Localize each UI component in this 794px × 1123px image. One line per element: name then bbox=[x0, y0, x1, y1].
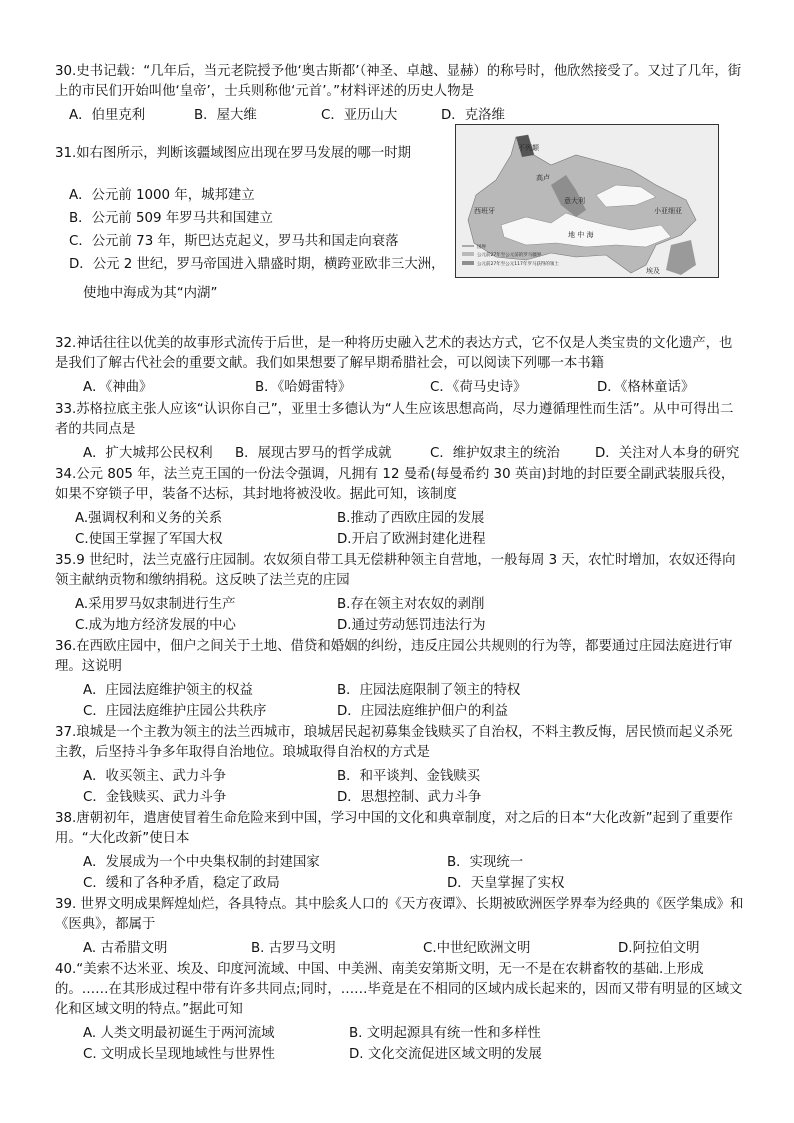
option-c: C．《荷马史诗》 bbox=[430, 380, 527, 395]
option-a: A.强调权利和义务的关系 bbox=[75, 511, 223, 526]
map-label-italy: 意大利 bbox=[564, 197, 585, 205]
option-c: C.成为地方经济发展的中心 bbox=[75, 618, 236, 633]
question-31-stem: 31.如右图所示，判断该疆域图应出现在罗马发展的哪一时期 bbox=[55, 146, 412, 161]
map-label-egypt: 埃及 bbox=[646, 267, 660, 275]
option-a: A. 人类文明最初诞生于两河流域 bbox=[83, 1026, 275, 1041]
question-38 bbox=[55, 809, 745, 894]
question-32 bbox=[55, 334, 745, 398]
question-31 bbox=[55, 134, 745, 328]
question-37 bbox=[55, 723, 745, 808]
question-31-options bbox=[55, 185, 449, 304]
question-40 bbox=[55, 960, 745, 1065]
option-c: C.中世纪欧洲文明 bbox=[423, 941, 531, 956]
question-32-stem: 32.神话往往以优美的故事形式流传于后世，是一种将历史融入艺术的表达方式，它不仅是人类宝贵的文化遗产，也是我们了解古代社会的重要文献。我们如果想要了解早期希腊社会，可以阅读下列哪一本书籍 bbox=[55, 336, 733, 371]
option-a: A．《神曲》 bbox=[83, 380, 153, 395]
question-38-options bbox=[55, 852, 745, 894]
option-a: A.采用罗马奴隶制进行生产 bbox=[75, 597, 236, 612]
option-c: C．金钱赎买、武力斗争 bbox=[83, 790, 227, 805]
question-40-stem: 40.“美索不达米亚、埃及、印度河流域、中国、中美洲、南美安第斯文明，无一不是在农耕畜牧的基础.上形成的。……在其形成过程中带有许多共同点;同时，……毕竟是在不相同的区域内成长起来的，因而又带有明显的区域文化和区域文明的特点。”据此可知 bbox=[55, 962, 743, 1017]
map-graphic bbox=[456, 125, 718, 277]
map-label-gaul: 高卢 bbox=[536, 174, 550, 182]
option-b: B. 古罗马文明 bbox=[251, 941, 336, 956]
option-d: D．《格林童话》 bbox=[597, 380, 695, 395]
option-b: B．实现统一 bbox=[447, 855, 524, 870]
question-33-stem: 33.苏格拉底主张人应该“认识你自己”，亚里士多德认为“人生应该思想高尚，尽力遵循理性而生活”。从中可得出二者的共同点是 bbox=[55, 402, 734, 437]
option-a: A．收买领主、武力斗争 bbox=[83, 769, 227, 784]
question-30-stem: 30.史书记载：“几年后，当元老院授予他‘奥古斯都’（神圣、卓越、显赫）的称号时，他欣然接受了。又过了几年，街上的市民们开始叫他‘皇帝’，士兵则称他‘元首’。”材料评述的历史人物是 bbox=[55, 64, 742, 99]
question-33 bbox=[55, 400, 745, 464]
option-b: B.存在领主对农奴的剥削 bbox=[337, 597, 485, 612]
option-d: D.阿拉伯文明 bbox=[618, 941, 700, 956]
option-c: C.使国王掌握了军国大权 bbox=[75, 532, 223, 547]
map-label-mediterranean: 地 中 海 bbox=[568, 231, 594, 239]
map-label-britain: 不列颠 bbox=[518, 144, 539, 152]
option-d: D．思想控制、武力斗争 bbox=[337, 790, 482, 805]
question-30-options bbox=[55, 105, 745, 126]
question-32-options bbox=[55, 377, 745, 398]
option-a: A. 古希腊文明 bbox=[83, 941, 168, 956]
option-d: D．克洛维 bbox=[441, 108, 505, 123]
option-b: B.推动了西欧庄园的发展 bbox=[337, 511, 485, 526]
map-label-asia-minor: 小亚细亚 bbox=[654, 207, 682, 215]
legend-early: 公元前27年至公元前的罗马疆界 bbox=[477, 253, 542, 258]
option-d-continued: 使地中海成为其“内湖” bbox=[83, 286, 218, 301]
question-36-options bbox=[55, 680, 745, 722]
question-39-stem: 39. 世界文明成果辉煌灿烂，各具特点。其中脍炙人口的《天方夜谭》、长期被欧洲医学界奉为经典的《医学集成》和《医典》，都属于 bbox=[55, 897, 744, 932]
question-38-stem: 38.唐朝初年，遣唐使冒着生命危险来到中国，学习中国的文化和典章制度，对之后的日本“大化改新”起到了重要作用。“大化改新”使日本 bbox=[55, 811, 733, 846]
option-a: A．扩大城邦公民权利 bbox=[83, 446, 213, 461]
question-34-stem: 34.公元 805 年，法兰克王国的一份法令强调，凡拥有 12 曼希(每曼希约 30 英亩)封地的封臣要全副武装服兵役，如果不穿锁子甲，装备不达标，其封地将被没收。据此可知，该制度 bbox=[55, 467, 735, 502]
option-d: D.开启了欧洲封建化进程 bbox=[337, 532, 486, 547]
legend-border: 国界 bbox=[477, 245, 486, 250]
question-35-options bbox=[55, 594, 745, 636]
option-c: C. 文明成长呈现地域性与世界性 bbox=[83, 1047, 275, 1062]
option-c: C．维护奴隶主的统治 bbox=[430, 446, 560, 461]
question-36 bbox=[55, 637, 745, 722]
option-a: A．发展成为一个中央集权制的封建国家 bbox=[83, 855, 320, 870]
option-a: A．伯里克利 bbox=[69, 108, 146, 123]
option-b: B．庄园法庭限制了领主的特权 bbox=[337, 683, 521, 698]
map-label-spain: 西班牙 bbox=[474, 207, 495, 215]
option-b: B．屋大维 bbox=[194, 108, 257, 123]
question-39 bbox=[55, 895, 745, 959]
option-c: C．亚历山大 bbox=[321, 108, 398, 123]
question-30 bbox=[55, 62, 745, 123]
option-b: B. 文明起源具有统一性和多样性 bbox=[349, 1026, 541, 1041]
option-a: A．公元前 1000 年，城邦建立 bbox=[69, 188, 255, 203]
question-37-stem: 37.琅城是一个主教为领主的法兰西城市，琅城居民起初募集金钱赎买了自治权，不料主教反悔，居民愤而起义杀死主教，后坚持斗争多年取得自治地位。琅城取得自治权的方式是 bbox=[55, 725, 733, 760]
exam-page bbox=[55, 62, 745, 1065]
question-39-options bbox=[55, 938, 745, 959]
question-33-options bbox=[55, 443, 745, 464]
option-d: D. 文化交流促进区域文明的发展 bbox=[349, 1047, 542, 1062]
option-d: D.通过劳动惩罚违法行为 bbox=[337, 618, 486, 633]
option-c: C．公元前 73 年，斯巴达克起义，罗马共和国走向衰落 bbox=[69, 234, 399, 249]
roman-empire-map bbox=[455, 124, 719, 278]
legend-later: 公元前27年至公元117年罗马获得的领土 bbox=[477, 262, 559, 267]
option-b: B．公元前 509 年罗马共和国建立 bbox=[69, 211, 273, 226]
question-34 bbox=[55, 465, 745, 550]
option-c: C．庄园法庭维护庄园公共秩序 bbox=[83, 704, 267, 719]
question-40-options bbox=[55, 1023, 745, 1065]
option-d: D．公元 2 世纪，罗马帝国进入鼎盛时期，横跨亚欧非三大洲， bbox=[69, 257, 445, 272]
option-b: B．《哈姆雷特》 bbox=[255, 380, 352, 395]
question-35 bbox=[55, 551, 745, 636]
option-d: D．关注对人本身的研究 bbox=[595, 446, 740, 461]
option-c: C．缓和了各种矛盾，稳定了政局 bbox=[83, 876, 280, 891]
option-a: A．庄园法庭维护领主的权益 bbox=[83, 683, 253, 698]
question-35-stem: 35.9 世纪时，法兰克盛行庄园制。农奴须自带工具无偿耕种领主自营地，一般每周 3 天，农忙时增加，农奴还得向领主献纳贡物和缴纳捐税。这反映了法兰克的庄园 bbox=[55, 553, 736, 588]
question-37-options bbox=[55, 766, 745, 808]
question-34-options bbox=[55, 508, 745, 550]
option-d: D．天皇掌握了实权 bbox=[447, 876, 565, 891]
option-b: B．展现古罗马的哲学成就 bbox=[235, 446, 392, 461]
option-b: B．和平谈判、金钱赎买 bbox=[337, 769, 481, 784]
option-d: D．庄园法庭维护佃户的利益 bbox=[337, 704, 508, 719]
question-36-stem: 36.在西欧庄园中，佃户之间关于土地、借贷和婚姻的纠纷，违反庄园公共规则的行为等，都要通过庄园法庭进行审理。这说明 bbox=[55, 639, 733, 674]
